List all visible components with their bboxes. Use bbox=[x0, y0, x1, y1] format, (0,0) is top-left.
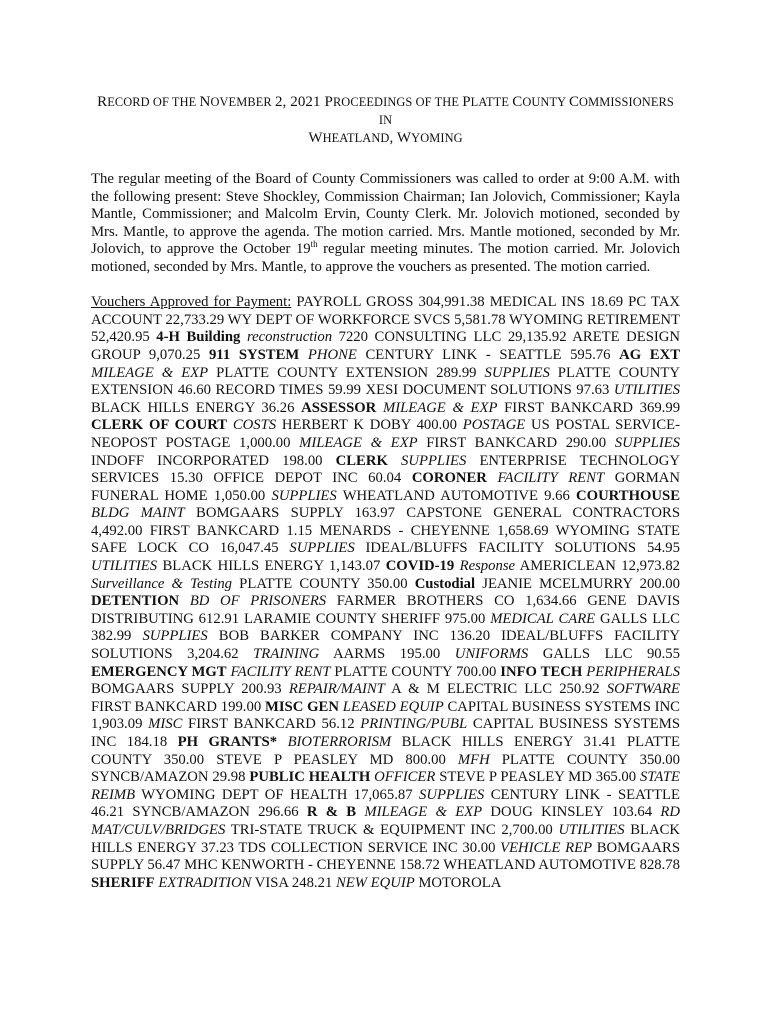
title-segment: W bbox=[308, 130, 323, 146]
voucher-entries bbox=[299, 347, 308, 363]
voucher-entries: JEANIE MCELMURRY 200.00 bbox=[475, 575, 680, 592]
title-segment: N bbox=[199, 94, 211, 110]
title-segment: LATTE bbox=[470, 95, 513, 109]
voucher-entries: CAPITAL BUSINESS SYSTEMS INC 184.18 bbox=[91, 716, 680, 750]
expense-category: PRINTING/PUBL bbox=[360, 716, 468, 733]
department-heading: CLERK bbox=[335, 452, 388, 469]
voucher-entries: BOB BARKER COMPANY INC 136.20 IDEAL/BLUFFS FACILITY SOLUTIONS 3,204.62 bbox=[91, 628, 680, 663]
expense-category: EXTRADITION bbox=[158, 874, 252, 891]
expense-category: UTILITIES bbox=[613, 382, 680, 399]
expense-category: SUPPLIES bbox=[401, 452, 467, 469]
department-heading: R & B bbox=[306, 804, 357, 821]
title-segment: P bbox=[462, 94, 471, 110]
expense-category: FACILITY RENT bbox=[230, 663, 331, 680]
voucher-entries: PLATTE COUNTY EXTENSION 289.99 bbox=[208, 364, 485, 381]
expense-category: MILEAGE & EXP bbox=[364, 804, 483, 821]
title-segment: OUNTY bbox=[522, 95, 569, 109]
title-segment: OMMISSIONERS IN bbox=[378, 95, 674, 127]
expense-category: OFFICER bbox=[374, 769, 436, 786]
department-heading: PUBLIC HEALTH bbox=[249, 769, 371, 786]
title-segment: R bbox=[97, 94, 108, 110]
voucher-entries: AARMS 195.00 bbox=[319, 646, 455, 663]
voucher-entries bbox=[179, 593, 190, 609]
title-segment: ECORD OF THE bbox=[107, 95, 200, 109]
voucher-entries: INDOFF INCORPORATED 198.00 bbox=[91, 452, 336, 469]
department-heading: CORONER bbox=[411, 470, 487, 487]
voucher-entries: FIRST BANKCARD 369.99 bbox=[497, 399, 681, 416]
department-heading: AG EXT bbox=[619, 346, 681, 363]
expense-category: BIOTERRORISM bbox=[287, 734, 392, 750]
vouchers-heading: Vouchers Approved for Payment: bbox=[91, 294, 292, 311]
department-heading: Custodial bbox=[414, 575, 476, 592]
expense-category: PERIPHERALS bbox=[586, 663, 681, 680]
title-segment: HEATLAND bbox=[322, 131, 390, 145]
title-segment: , W bbox=[389, 130, 412, 146]
voucher-entries: FARMER BROTHERS CO 1,634.66 GENE DAVIS DISTRIBUTING 612.91 LARAMIE COUNTY SHERIFF 975.00 bbox=[91, 593, 681, 627]
expense-category: NEW EQUIP bbox=[335, 874, 415, 891]
voucher-entries bbox=[376, 400, 383, 416]
voucher-entries: BOMGAARS SUPPLY 200.93 bbox=[91, 681, 289, 698]
expense-category: SUPPLIES bbox=[419, 786, 485, 803]
vouchers-paragraph bbox=[91, 294, 680, 892]
title-segment: OVEMBER bbox=[210, 95, 275, 109]
title-segment: YOMING bbox=[411, 131, 463, 145]
voucher-entries: GORMAN FUNERAL HOME 1,050.00 bbox=[91, 470, 681, 504]
title-segment: C bbox=[512, 94, 523, 110]
voucher-entries bbox=[277, 734, 287, 750]
title-segment: 2, 2021 P bbox=[274, 94, 333, 110]
department-heading: PH GRANTS* bbox=[177, 734, 278, 750]
expense-category: MILEAGE & EXP bbox=[382, 399, 498, 416]
expense-category: LEASED EQUIP bbox=[342, 698, 444, 715]
voucher-entries: GALLS LLC 90.55 bbox=[528, 646, 680, 663]
expense-category: STATE REIMB bbox=[91, 769, 681, 803]
voucher-entries: GALLS LLC 382.99 bbox=[91, 610, 680, 645]
expense-category: FACILITY RENT bbox=[497, 470, 605, 487]
expense-category: reconstruction bbox=[246, 329, 333, 346]
voucher-entries bbox=[388, 453, 401, 469]
voucher-entries: BLACK HILLS ENERGY 31.41 PLATTE COUNTY 350.00 STEVE P PEASLEY MD 800.00 bbox=[91, 734, 681, 768]
department-heading: ASSESSOR bbox=[301, 399, 377, 416]
intro-text-2: regular meeting minutes. The motion carried. Mr. Jolovich motioned, seconded by Mrs. Mantle, to approve the vouchers as presented. The motion carried. bbox=[91, 241, 680, 275]
voucher-entries: BLACK HILLS ENERGY 37.23 TDS COLLECTION SERVICE INC 30.00 bbox=[91, 821, 680, 856]
voucher-entries: PLATTE COUNTY 350.00 SYNCB/AMAZON 29.98 bbox=[91, 751, 680, 786]
expense-category: UTILITIES bbox=[91, 558, 158, 575]
voucher-entries: STEVE P PEASLEY MD 365.00 bbox=[435, 769, 641, 786]
expense-category: BLDG MAINT bbox=[91, 505, 185, 522]
expense-category: REPAIR/MAINT bbox=[288, 681, 385, 698]
voucher-entries: FIRST BANKCARD 56.12 bbox=[182, 716, 361, 733]
voucher-entries bbox=[487, 470, 498, 486]
expense-category: SUPPLIES bbox=[484, 364, 550, 381]
voucher-entries: CAPITAL BUSINESS SYSTEMS INC 1,903.09 bbox=[91, 698, 680, 733]
expense-category: MISC bbox=[148, 716, 183, 733]
title-segment: ROCEEDINGS OF THE bbox=[332, 95, 463, 109]
voucher-entries: PLATTE COUNTY EXTENSION 46.60 RECORD TIMES 59.99 XESI DOCUMENT SOLUTIONS 97.63 bbox=[91, 364, 680, 399]
title-segment: C bbox=[568, 94, 580, 110]
department-heading: COVID-19 bbox=[385, 558, 455, 575]
expense-category: SUPPLIES bbox=[271, 487, 337, 504]
voucher-entries: FIRST BANKCARD 290.00 bbox=[417, 434, 615, 451]
expense-category: PHONE bbox=[307, 346, 357, 363]
voucher-entries: AMERICLEAN 12,973.82 bbox=[515, 558, 681, 575]
department-heading: MISC GEN bbox=[264, 698, 339, 715]
expense-category: VEHICLE REP bbox=[500, 839, 593, 856]
expense-category: SUPPLIES bbox=[614, 434, 681, 451]
voucher-entries: WHEATLAND AUTOMOTIVE 9.66 bbox=[336, 487, 577, 504]
voucher-entries: DOUG KINSLEY 103.64 bbox=[482, 804, 661, 821]
voucher-entries: BOMGAARS SUPPLY 56.47 MHC KENWORTH - CHEYENNE 158.72 WHEATLAND AUTOMOTIVE 828.78 bbox=[91, 839, 680, 874]
department-heading: INFO TECH bbox=[500, 663, 583, 680]
voucher-entries: VISA 248.21 bbox=[251, 874, 336, 891]
expense-category: SUPPLIES bbox=[289, 540, 355, 557]
expense-category: TRAINING bbox=[253, 646, 320, 663]
expense-category: UNIFORMS bbox=[454, 646, 529, 663]
department-heading: 911 SYSTEM bbox=[208, 346, 300, 363]
voucher-entries: FIRST BANKCARD 199.00 bbox=[91, 698, 265, 715]
department-heading: SHERIFF bbox=[91, 874, 155, 891]
voucher-entries: CENTURY LINK - SEATTLE 46.21 SYNCB/AMAZON 296.66 bbox=[91, 786, 680, 821]
intro-superscript: th bbox=[310, 239, 318, 250]
expense-category: MILEAGE & EXP bbox=[91, 364, 209, 381]
voucher-entries: MOTOROLA bbox=[414, 874, 502, 891]
voucher-entries: BLACK HILLS ENERGY 1,143.07 bbox=[157, 558, 386, 575]
voucher-entries: PAYROLL GROSS 304,991.38 MEDICAL INS 18.69 PC TAX ACCOUNT 22,733.29 WY DEPT OF WORKFORCE SVCS 5,581.78 WYOMING RETIREMENT 52,420.95 bbox=[91, 294, 680, 346]
voucher-entries: BOMGAARS SUPPLY 163.97 CAPSTONE GENERAL CONTRACTORS 4,492.00 FIRST BANKCARD 1.15 MENARDS - CHEYENNE 1,658.69 WYOMING STATE SAFE LOCK CO 16,047.45 bbox=[91, 505, 680, 557]
expense-category: POSTAGE bbox=[462, 417, 526, 434]
expense-category: SUPPLIES bbox=[142, 628, 208, 645]
voucher-entries: TRI-STATE TRUCK & EQUIPMENT INC 2,700.00 bbox=[225, 821, 559, 838]
title-line-2 bbox=[91, 129, 680, 147]
expense-category: BD OF PRISONERS bbox=[189, 593, 327, 610]
expense-category: MFH bbox=[457, 751, 490, 768]
department-heading: CLERK OF COURT bbox=[91, 417, 228, 434]
expense-category: MEDICAL CARE bbox=[490, 610, 596, 627]
expense-category: MILEAGE & EXP bbox=[299, 434, 418, 451]
department-heading: DETENTION bbox=[91, 593, 180, 610]
document-title bbox=[91, 93, 680, 147]
expense-category: SOFTWARE bbox=[606, 681, 680, 698]
voucher-entries: PLATTE COUNTY 700.00 bbox=[330, 663, 501, 680]
voucher-entries: HERBERT K DOBY 400.00 bbox=[276, 417, 463, 434]
voucher-entries: ENTERPRISE TECHNOLOGY SERVICES 15.30 OFFICE DEPOT INC 60.04 bbox=[91, 452, 680, 487]
department-heading: 4-H Building bbox=[156, 329, 241, 346]
voucher-entries: A & M ELECTRIC LLC 250.92 bbox=[384, 681, 607, 698]
voucher-entries: BLACK HILLS ENERGY 36.26 bbox=[91, 399, 302, 416]
expense-category: Response bbox=[459, 558, 516, 575]
voucher-entries: CENTURY LINK - SEATTLE 595.76 bbox=[356, 346, 620, 363]
voucher-entries: 7220 CONSULTING LLC 29,135.92 ARETE DESIGN GROUP 9,070.25 bbox=[91, 329, 681, 363]
intro-paragraph bbox=[91, 171, 680, 277]
department-heading: COURTHOUSE bbox=[576, 487, 680, 504]
expense-category: RD MAT/CULV/BRIDGES bbox=[91, 804, 680, 838]
expense-category: Surveillance & Testing bbox=[91, 575, 233, 592]
title-line-1 bbox=[91, 93, 680, 129]
expense-category: UTILITIES bbox=[558, 821, 625, 838]
expense-category: COSTS bbox=[232, 417, 277, 434]
intro-text-1: The regular meeting of the Board of County Commissioners was called to order at 9:00 A.M. with the following present: Steve Shockley, Commission Chairman; Ian Jolovich, Commissioner; Kayla Mantle, Commissioner; and Malcolm Ervin, County Clerk. Mr. Jolovich motioned, seconded by Mrs. Mantle, to approve the agenda. The motion carried. Mrs. Mantle motioned, seconded by Mr. Jolovich, to approve the October 19 bbox=[91, 171, 680, 258]
department-heading: EMERGENCY MGT bbox=[91, 663, 227, 680]
voucher-entries: PLATTE COUNTY 350.00 bbox=[232, 575, 415, 592]
voucher-entries: WYOMING DEPT OF HEALTH 17,065.87 bbox=[135, 786, 419, 803]
voucher-entries: US POSTAL SERVICE-NEOPOST POSTAGE 1,000.00 bbox=[91, 417, 680, 451]
voucher-entries: IDEAL/BLUFFS FACILITY SOLUTIONS 54.95 bbox=[354, 540, 680, 557]
